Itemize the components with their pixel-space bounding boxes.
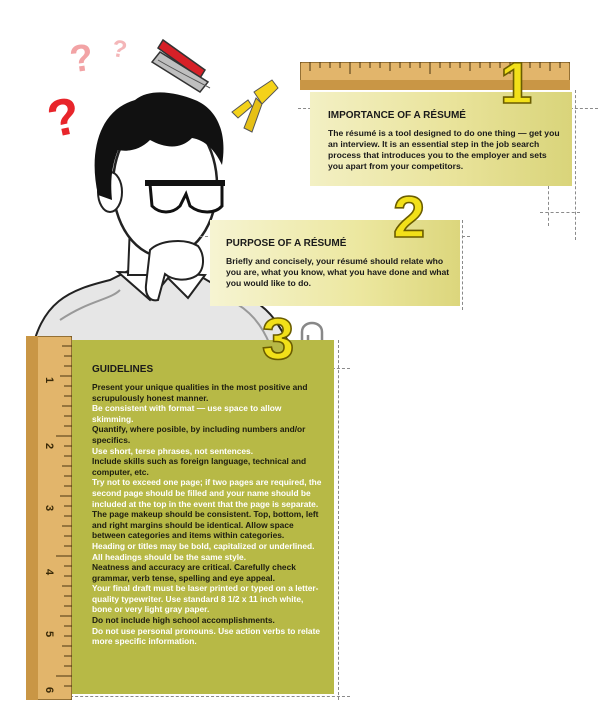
guide-line <box>548 186 549 226</box>
purpose-title: PURPOSE OF A RÉSUMÉ <box>226 238 347 249</box>
ruler-label-4: 4 <box>43 568 56 576</box>
side-ruler <box>26 336 72 700</box>
guide-line <box>575 90 576 240</box>
guideline-item: Neatness and accuracy are critical. Carefully check grammar, verb tense, spelling and eye appeal. <box>92 562 296 583</box>
question-mark-small: ? <box>109 34 129 65</box>
question-mark-medium: ? <box>67 36 96 82</box>
guideline-item: Heading or titles may be bold, capitalized or underlined. All headings should be the same style. <box>92 540 315 562</box>
binder-clip-icon <box>152 40 210 92</box>
guideline-item: Include skills such as foreign language, technical and computer, etc. <box>92 456 307 477</box>
guideline-item: Your final draft must be laser printed or typed on a letter-quality typewriter. Use standard 8 1/2 x 11 inch white, bone or very light gray paper. <box>92 583 319 615</box>
ruler-label-2: 2 <box>43 442 56 450</box>
purpose-body: Briefly and concisely, your résumé should relate who you are, what you know, what you have done and what you would like to do. <box>226 256 450 288</box>
guideline-item: Be consistent with format — use space to allow skimming. <box>92 403 282 424</box>
guideline-item: Do not include high school accomplishments. <box>92 615 275 626</box>
guide-line <box>60 696 350 697</box>
guideline-item: Present your unique qualities in the most positive and scrupulously honest manner. <box>92 382 308 403</box>
ruler-label-3: 3 <box>43 504 56 512</box>
guide-line <box>338 340 339 700</box>
guide-line <box>462 220 463 310</box>
section-number-1: 1 <box>500 51 533 116</box>
importance-card <box>310 92 572 186</box>
guide-line <box>540 212 580 213</box>
section-number-2: 2 <box>393 185 426 250</box>
question-mark-large: ? <box>42 86 86 150</box>
guideline-item: Quantify, where posible, by including numbers and/or specifics. <box>92 424 306 445</box>
guideline-item: The page makeup should be consistent. Top, bottom, left and right margins should be identical. Allow space between categories and items within categories. <box>92 509 319 541</box>
guideline-item: Do not use personal pronouns. Use action verbs to relate more specific information. <box>92 625 321 647</box>
importance-title: IMPORTANCE OF A RÉSUMÉ <box>328 110 466 121</box>
guidelines-title: GUIDELINES <box>92 364 154 375</box>
ruler-label-6: 6 <box>43 686 56 694</box>
importance-body: The résumé is a tool designed to do one thing — get you an interview. It is an essential step in the job search process that introduces you to the employer and sets you apart from your competitors. <box>328 128 560 171</box>
broken-pencil-icon <box>232 80 278 132</box>
guidelines-list <box>92 382 324 647</box>
ruler-label-5: 5 <box>43 630 56 638</box>
section-number-3: 3 <box>262 307 295 372</box>
guideline-item: Use short, terse phrases, not sentences. <box>92 445 254 456</box>
ruler-label-1: 1 <box>43 376 56 384</box>
guideline-item: Try not to exceed one page; if two pages are required, the second page should be filled and your name should be included at the top in the event that the page is separate. <box>92 477 322 509</box>
